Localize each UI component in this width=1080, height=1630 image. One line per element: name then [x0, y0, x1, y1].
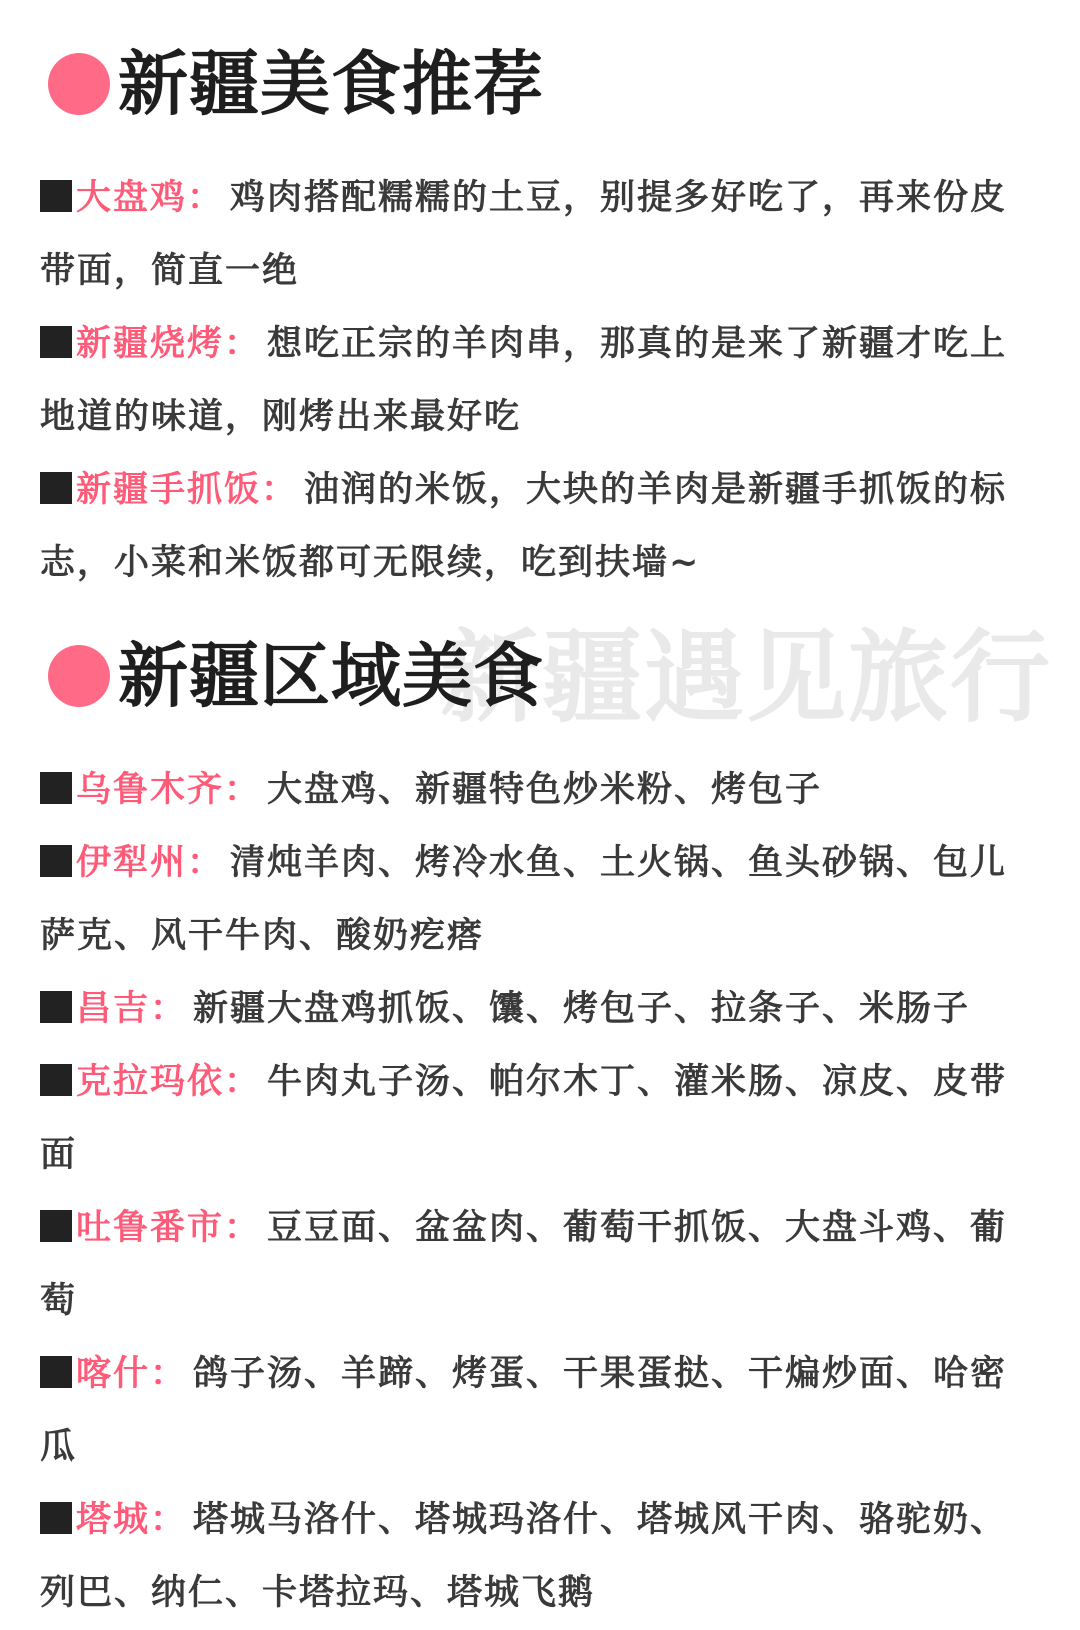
list-item: [40, 1046, 1044, 1192]
item-colon: ：: [224, 1062, 262, 1102]
list-item: [40, 973, 1044, 1046]
item-colon: ：: [261, 470, 299, 510]
list-item: [40, 1484, 1044, 1630]
item-colon: ：: [150, 1500, 188, 1540]
item-colon: ：: [150, 1354, 188, 1394]
section-food-recommendations: [0, 40, 1080, 600]
item-colon: ：: [224, 1208, 262, 1248]
square-bullet-icon: [40, 1064, 72, 1096]
pink-dot-icon: [48, 645, 110, 707]
item-description: 牛肉丸子汤、帕尔木丁、灌米肠、凉皮、皮带面: [40, 1062, 1008, 1175]
list-item: [40, 1338, 1044, 1484]
item-list: [0, 754, 1080, 1630]
list-item: [40, 827, 1044, 973]
square-bullet-icon: [40, 1502, 72, 1534]
section-title: 新疆美食推荐: [118, 43, 544, 125]
item-colon: ：: [150, 989, 188, 1029]
square-bullet-icon: [40, 326, 72, 358]
item-description: 大盘鸡、新疆特色炒米粉、烤包子: [267, 770, 823, 810]
item-colon: ：: [224, 770, 262, 810]
item-colon: ：: [187, 178, 225, 218]
square-bullet-icon: [40, 991, 72, 1023]
item-list: [0, 162, 1080, 600]
section-header: [0, 40, 1080, 128]
square-bullet-icon: [40, 180, 72, 212]
item-colon: ：: [224, 324, 262, 364]
watermark-text: 新疆遇见旅行: [440, 619, 1052, 736]
item-description: 想吃正宗的羊肉串，那真的是来了新疆才吃上地道的味道，刚烤出来最好吃: [40, 324, 1008, 437]
item-description: 鸡肉搭配糯糯的土豆，别提多好吃了，再来份皮带面，简直一绝: [40, 178, 1008, 291]
section-title: 新疆区域美食: [118, 635, 544, 717]
item-name: 大盘鸡: [76, 178, 188, 218]
item-description: 豆豆面、盆盆肉、葡萄干抓饭、大盘斗鸡、葡萄: [40, 1208, 1008, 1321]
item-description: 塔城马洛什、塔城玛洛什、塔城风干肉、骆驼奶、列巴、纳仁、卡塔拉玛、塔城飞鹅: [40, 1500, 1008, 1613]
square-bullet-icon: [40, 1356, 72, 1388]
pink-dot-icon: [48, 53, 110, 115]
square-bullet-icon: [40, 472, 72, 504]
list-item: [40, 162, 1044, 308]
square-bullet-icon: [40, 772, 72, 804]
list-item: [40, 454, 1044, 600]
list-item: [40, 308, 1044, 454]
item-name: 吐鲁番市: [76, 1208, 225, 1248]
item-name: 昌吉: [76, 989, 151, 1029]
item-name: 塔城: [76, 1500, 151, 1540]
item-name: 喀什: [76, 1354, 151, 1394]
item-description: 鸽子汤、羊蹄、烤蛋、干果蛋挞、干煸炒面、哈密瓜: [40, 1354, 1008, 1467]
square-bullet-icon: [40, 1210, 72, 1242]
section-regional-food: [0, 632, 1080, 1630]
item-name: 克拉玛依: [76, 1062, 225, 1102]
item-name: 新疆烧烤: [76, 324, 225, 364]
item-name: 新疆手抓饭: [76, 470, 262, 510]
item-name: 伊犁州: [76, 843, 188, 883]
item-description: 油润的米饭，大块的羊肉是新疆手抓饭的标志，小菜和米饭都可无限续，吃到扶墙~: [40, 470, 1008, 583]
list-item: [40, 754, 1044, 827]
list-item: [40, 1192, 1044, 1338]
item-colon: ：: [187, 843, 225, 883]
item-description: 清炖羊肉、烤冷水鱼、土火锅、鱼头砂锅、包儿萨克、风干牛肉、酸奶疙瘩: [40, 843, 1008, 956]
item-name: 乌鲁木齐: [76, 770, 225, 810]
square-bullet-icon: [40, 845, 72, 877]
item-description: 新疆大盘鸡抓饭、馕、烤包子、拉条子、米肠子: [193, 989, 971, 1029]
